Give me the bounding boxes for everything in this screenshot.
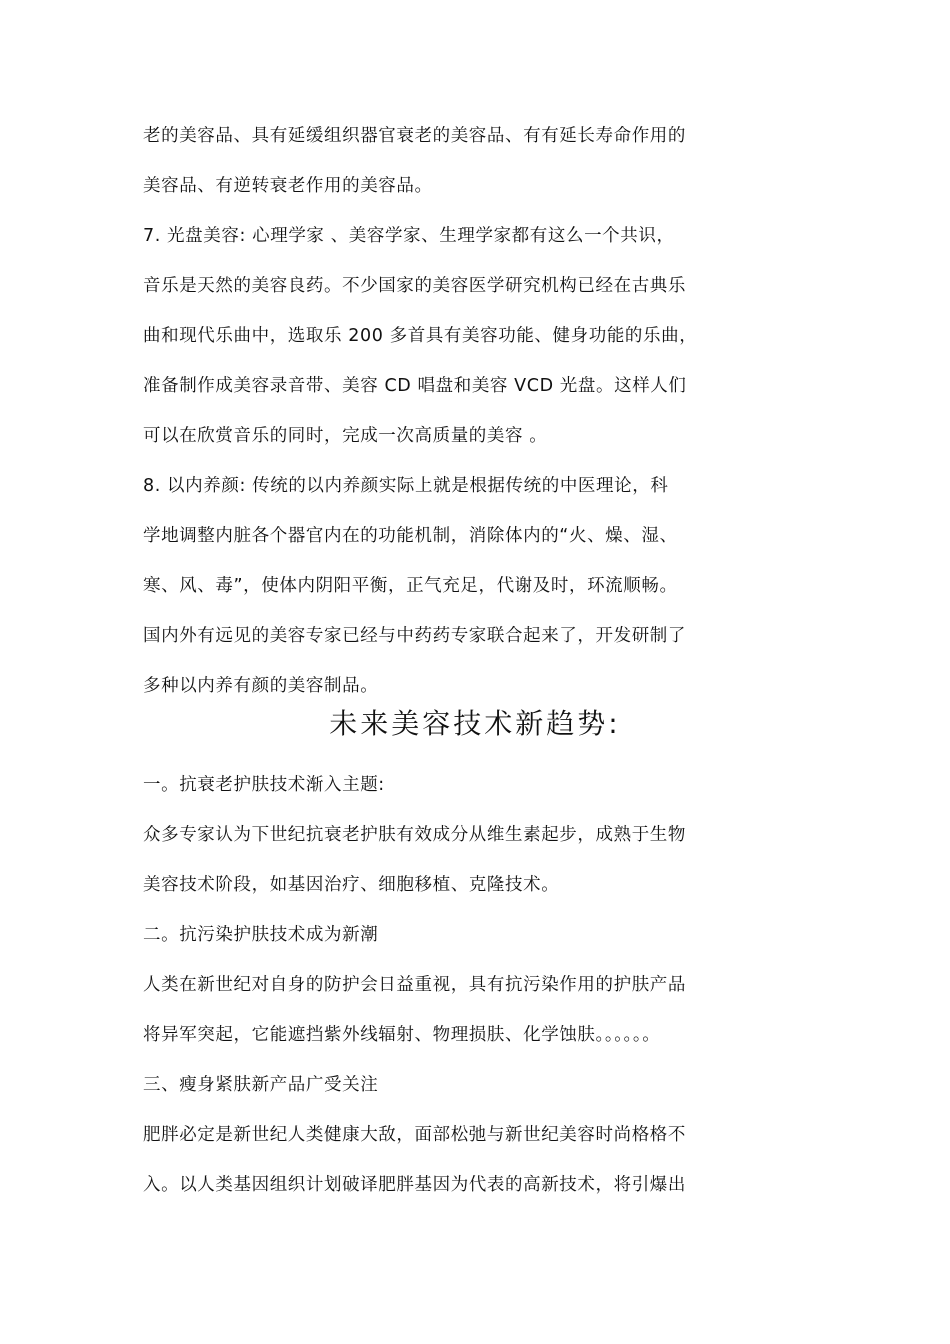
paragraph-line: 众多专家认为下世纪抗衰老护肤有效成分从维生素起步，成熟于生物 — [143, 825, 686, 845]
paragraph-line: 国内外有远见的美容专家已经与中药药专家联合起来了，开发研制了 — [143, 626, 686, 646]
subheading: 三、瘦身紧肤新产品广受关注 — [143, 1075, 379, 1095]
paragraph-line: 肥胖必定是新世纪人类健康大敌，面部松弛与新世纪美容时尚格格不 — [143, 1125, 686, 1145]
paragraph-line: 老的美容品、具有延缓组织器官衰老的美容品、有有延长寿命作用的 — [143, 126, 686, 146]
paragraph-line: 美容技术阶段，如基因治疗、细胞移植、克隆技术。 — [143, 875, 560, 895]
paragraph-line: 美容品、有逆转衰老作用的美容品。 — [143, 176, 433, 196]
paragraph-line: 可以在欣赏音乐的同时，完成一次高质量的美容 。 — [143, 426, 548, 446]
paragraph-line: 7. 光盘美容: 心理学家 、美容学家、生理学家都有这么一个共识， — [143, 226, 675, 246]
paragraph-line: 学地调整内脏各个器官内在的功能机制，消除体内的“火、燥、湿、 — [143, 526, 678, 546]
paragraph-line: 音乐是天然的美容良药。不少国家的美容医学研究机构已经在古典乐 — [143, 276, 686, 296]
paragraph-line: 寒、风、毒”，使体内阴阳平衡，正气充足，代谢及时，环流顺畅。 — [143, 576, 678, 596]
paragraph-line: 将异军突起，它能遮挡紫外线辐射、物理损肤、化学蚀肤。。。。。。 — [143, 1025, 661, 1045]
paragraph-line: 曲和现代乐曲中，选取乐 200 多首具有美容功能、健身功能的乐曲， — [143, 326, 698, 346]
section-title: 未来美容技术新趋势: — [329, 707, 621, 740]
paragraph-line: 入。以人类基因组织计划破译肥胖基因为代表的高新技术，将引爆出 — [143, 1175, 686, 1195]
paragraph-line: 8. 以内养颜: 传统的以内养颜实际上就是根据传统的中医理论，科 — [143, 476, 669, 496]
subheading: 一。抗衰老护肤技术渐入主题: — [143, 775, 385, 795]
paragraph-line: 人类在新世纪对自身的防护会日益重视，具有抗污染作用的护肤产品 — [143, 975, 686, 995]
paragraph-line: 准备制作成美容录音带、美容 CD 唱盘和美容 VCD 光盘。这样人们 — [143, 376, 687, 396]
subheading: 二。抗污染护肤技术成为新潮 — [143, 925, 379, 945]
paragraph-line: 多种以内养有颜的美容制品。 — [143, 676, 379, 696]
